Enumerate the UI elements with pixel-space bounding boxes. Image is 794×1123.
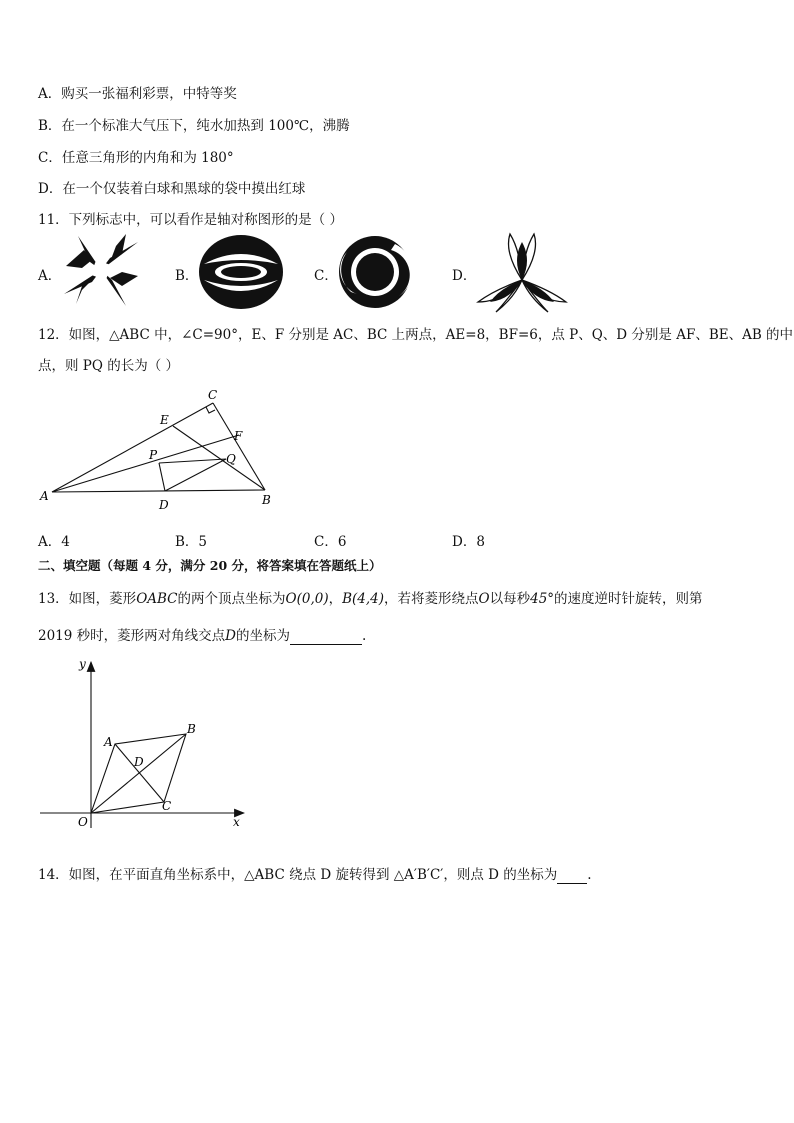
- q13-label-d: D: [134, 755, 144, 769]
- q12-right-angle-mark: [206, 407, 215, 413]
- q13-label-c: C: [162, 799, 172, 813]
- q13-rhombus-figure: [36, 654, 252, 832]
- q14-answer-blank: [557, 867, 587, 884]
- q13-label-o: O: [78, 815, 88, 829]
- q12-label-p: P: [149, 448, 158, 462]
- q11-logo-c-swirl-icon: [337, 234, 417, 310]
- q12-side-ab: [52, 490, 265, 492]
- q12-triangle-figure: [36, 386, 286, 514]
- q11-label-c: C．: [314, 268, 338, 284]
- q13-label-x: x: [233, 815, 240, 829]
- q13-stem-line1: 13．如图，菱形OABC的两个顶点坐标为O(0,0)，B(4,4)，若将菱形绕点O以每秒45°的速度逆时针旋转，则第: [38, 591, 703, 607]
- q12-side-cb: [213, 403, 265, 490]
- q14-stem: 14．如图，在平面直角坐标系中，△ABC 绕点 D 旋转得到 △A′B′C′，则点 D 的坐标为 .: [38, 867, 592, 883]
- q13-label-y: y: [79, 657, 86, 671]
- q12-stem-line2: 点，则 PQ 的长为（ ）: [38, 358, 180, 374]
- section-title: 二、填空题（每题 4 分，满分 20 分，将答案填在答题纸上）: [38, 558, 382, 573]
- q11-logo-d-flower-icon: [474, 232, 570, 314]
- q11-stem: 11．下列标志中，可以看作是轴对称图形的是（ ）: [38, 212, 343, 228]
- q12-segment-pd: [159, 463, 165, 491]
- q12-option-c: C．6: [314, 534, 347, 550]
- q10-option-a: A．购买一张福利彩票，中特等奖: [38, 86, 237, 102]
- q12-label-c: C: [208, 388, 218, 402]
- q11-label-b: B．: [175, 268, 199, 284]
- q12-label-q: Q: [226, 452, 236, 466]
- q10-option-d: D．在一个仅装着白球和黑球的袋中摸出红球: [38, 181, 306, 197]
- q13-diagonal-ac: [115, 744, 164, 802]
- q11-label-d: D．: [452, 268, 477, 284]
- q13-answer-blank: [290, 628, 362, 645]
- q12-option-a: A．4: [38, 534, 70, 550]
- q12-label-b: B: [262, 493, 271, 507]
- q11-logo-a-star-icon: [60, 232, 142, 308]
- q12-option-d: D．8: [452, 534, 485, 550]
- q12-label-e: E: [160, 413, 169, 427]
- q10-option-c: C．任意三角形的内角和为 180°: [38, 150, 234, 166]
- q12-segment-af: [52, 435, 239, 492]
- q12-segment-pq: [159, 459, 226, 463]
- q12-option-b: B．5: [175, 534, 208, 550]
- q13-stem-line2: 2019 秒时，菱形两对角线交点D的坐标为 .: [38, 628, 367, 644]
- q10-option-b: B．在一个标准大气压下，纯水加热到 100℃，沸腾: [38, 118, 350, 134]
- q13-label-a: A: [104, 735, 113, 749]
- q12-label-d: D: [159, 498, 169, 512]
- q11-label-a: A．: [38, 268, 62, 284]
- q12-segment-be: [173, 426, 265, 490]
- q11-logo-b-eye-icon: [198, 234, 284, 310]
- q13-label-b: B: [187, 722, 196, 736]
- q12-stem-line1: 12．如图，△ABC 中，∠C=90°，E、F 分别是 AC、BC 上两点，AE=8，BF=6，点 P、Q、D 分别是 AF、BE、AB 的中: [38, 327, 794, 343]
- q12-label-f: F: [234, 429, 243, 443]
- q12-segment-dq: [165, 459, 226, 491]
- q12-label-a: A: [40, 489, 49, 503]
